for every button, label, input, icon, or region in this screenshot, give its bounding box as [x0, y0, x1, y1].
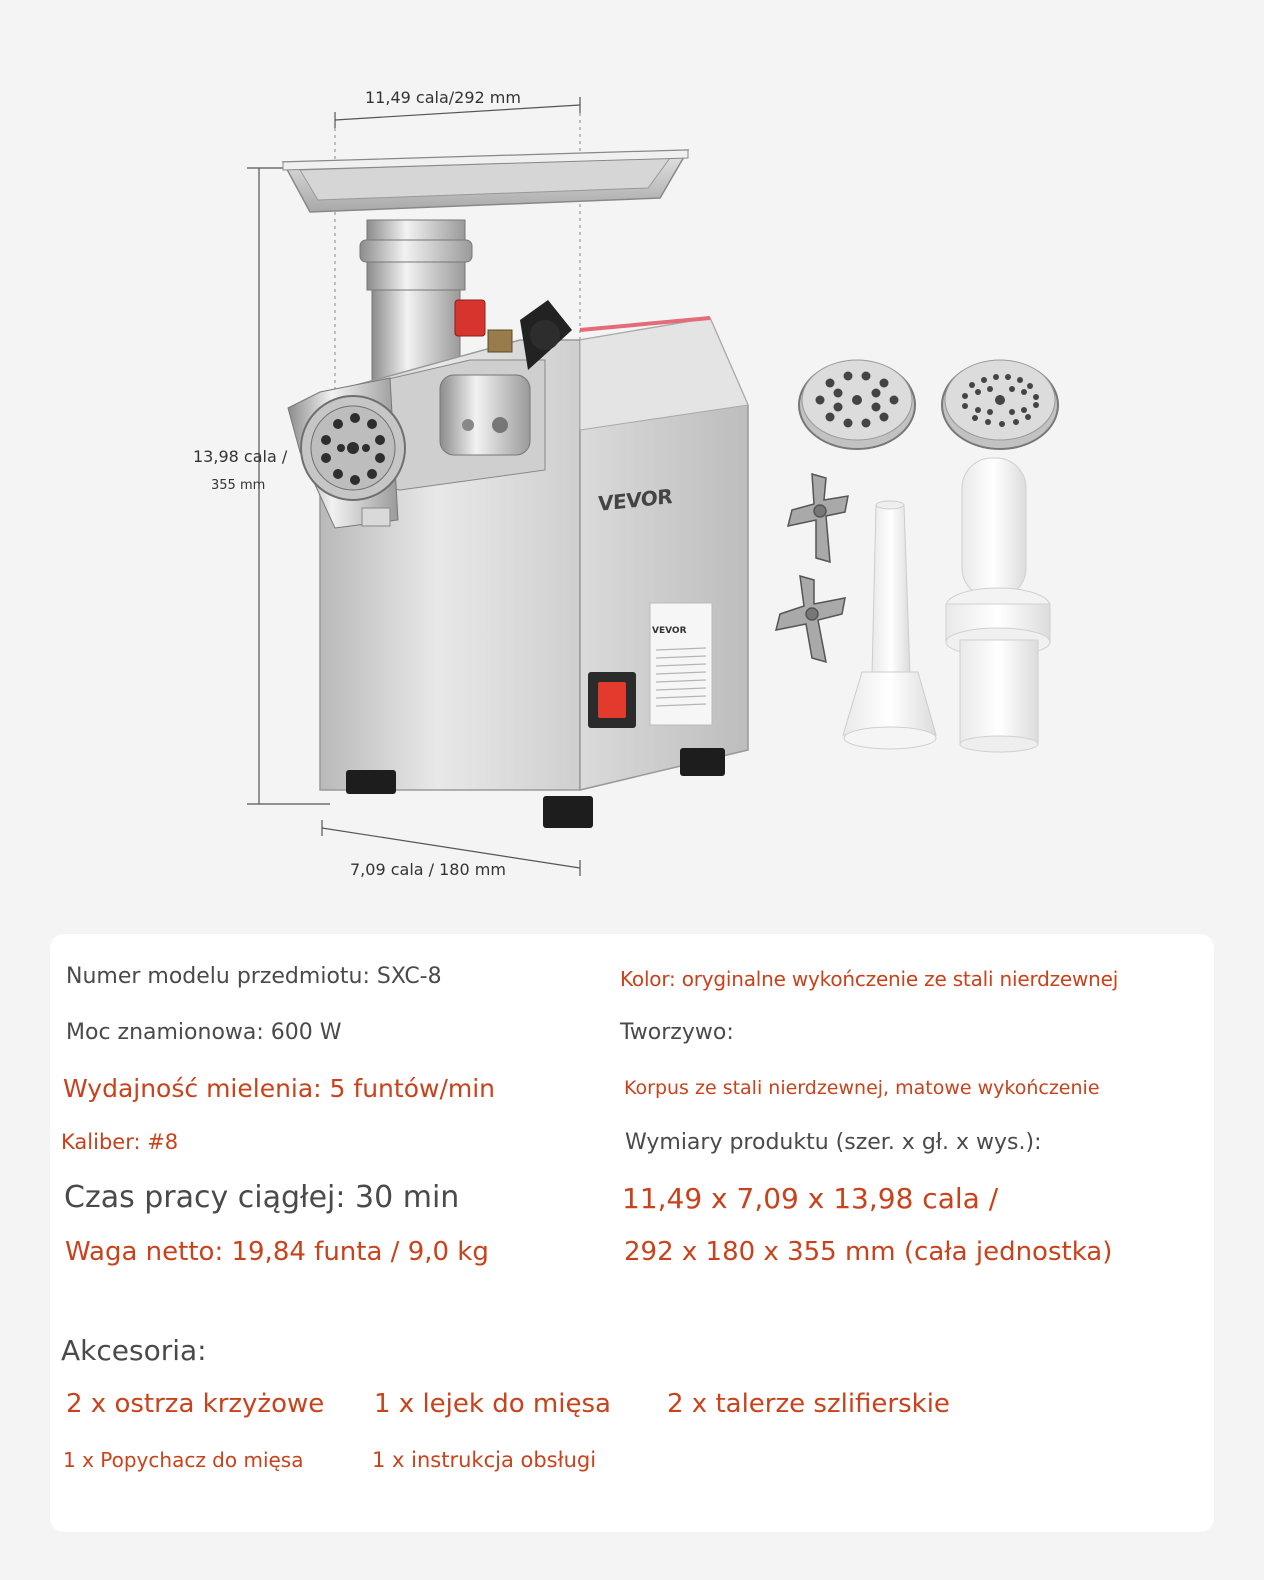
accessory-item: 2 x ostrza krzyżowe [66, 1389, 325, 1419]
spec-color: Kolor: oryginalne wykończenie ze stali nierdzewnej [620, 967, 1119, 991]
width-dimension-label: 11,49 cala/292 mm [365, 88, 521, 107]
spec-dims-imperial: 11,49 x 7,09 x 13,98 cala / [622, 1182, 999, 1215]
accessories-title: Akcesoria: [61, 1334, 207, 1367]
spec-material: Korpus ze stali nierdzewnej, matowe wykończenie [624, 1077, 1100, 1099]
spec-material-title: Tworzywo: [620, 1020, 734, 1045]
spec-capacity: Wydajność mielenia: 5 funtów/min [63, 1074, 496, 1103]
spec-dims-metric: 292 x 180 x 355 mm (cała jednostka) [624, 1237, 1113, 1267]
accessory-item: 2 x talerze szlifierskie [667, 1389, 950, 1419]
depth-dimension-label: 7,09 cala / 180 mm [350, 860, 506, 879]
height-dimension-label-mm: 355 mm [211, 478, 266, 493]
cross-blade-icon [788, 474, 848, 562]
spec-duty: Czas pracy ciągłej: 30 min [64, 1180, 460, 1215]
grinding-plate-coarse-icon [799, 360, 915, 449]
height-dimension-label: 13,98 cala / [193, 447, 288, 466]
accessory-item: 1 x Popychacz do mięsa [63, 1448, 304, 1472]
spec-dims-title: Wymiary produktu (szer. x gł. x wys.): [625, 1130, 1042, 1155]
grinding-plate-fine-icon [942, 360, 1058, 449]
sausage-funnel-icon [843, 501, 936, 749]
specifications-card [50, 934, 1214, 1532]
power-switch-icon [598, 682, 626, 718]
spec-caliber: Kaliber: #8 [61, 1130, 179, 1154]
accessory-item: 1 x lejek do mięsa [374, 1389, 611, 1419]
spec-model: Numer modelu przedmiotu: SXC-8 [66, 964, 442, 989]
spec-weight: Waga netto: 19,84 funta / 9,0 kg [65, 1237, 489, 1267]
brand-logo: VEVOR [598, 484, 673, 516]
hopper-tray [283, 150, 688, 212]
spec-power: Moc znamionowa: 600 W [66, 1020, 342, 1045]
accessory-item: 1 x instrukcja obsługi [372, 1448, 597, 1472]
nameplate-logo: VEVOR [652, 626, 687, 636]
cross-blade-icon [776, 576, 845, 662]
meat-pusher-icon [946, 458, 1050, 752]
